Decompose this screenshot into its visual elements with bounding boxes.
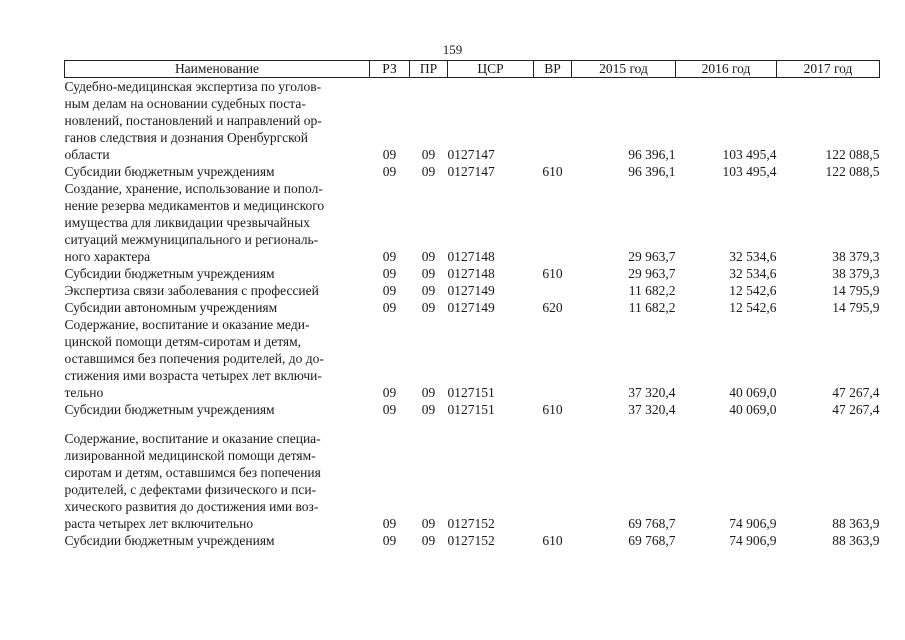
cell-vr: 610	[542, 266, 563, 281]
cell-rz: 09	[382, 164, 397, 179]
name-line: лизированной медицинской помощи детям-	[64, 448, 316, 463]
cell-name	[65, 78, 370, 164]
cell-y2017: 38 379,3	[832, 249, 880, 264]
cell-y2016: 40 069,0	[729, 402, 777, 417]
table-row	[65, 316, 880, 401]
cell-pr: 09	[421, 402, 436, 417]
budget-table	[64, 60, 880, 549]
header-2017: 2017 год	[777, 61, 880, 78]
name-line: сиротам и детям, оставшимся без попечения	[64, 465, 321, 480]
cell-vr: 610	[542, 533, 563, 548]
name-line: области	[64, 147, 110, 162]
cell-vr	[534, 430, 572, 532]
cell-csr: 0127152	[447, 533, 495, 548]
name-line: раста четырех лет включительно	[64, 516, 254, 531]
cell-y2015: 69 768,7	[628, 516, 676, 531]
cell-y2015: 96 396,1	[628, 164, 676, 179]
cell-y2017: 122 088,5	[825, 147, 880, 162]
cell-y2015: 29 963,7	[628, 249, 676, 264]
cell-y2017: 122 088,5	[825, 164, 880, 179]
row-spacer	[65, 418, 880, 430]
cell-pr: 09	[421, 385, 436, 400]
cell-name	[65, 265, 370, 282]
cell-pr: 09	[421, 533, 436, 548]
cell-name	[65, 532, 370, 549]
cell-y2016: 12 542,6	[729, 300, 777, 315]
cell-rz: 09	[382, 533, 397, 548]
table-row	[65, 180, 880, 265]
name-line: ного характера	[64, 249, 151, 264]
cell-y2017: 38 379,3	[832, 266, 880, 281]
cell-pr: 09	[421, 266, 436, 281]
cell-csr: 0127147	[447, 164, 495, 179]
header-vr: ВР	[534, 61, 572, 78]
cell-pr: 09	[421, 164, 436, 179]
spacer-cell	[65, 418, 880, 430]
cell-y2015: 37 320,4	[628, 402, 676, 417]
table-row	[65, 78, 880, 164]
cell-rz: 09	[382, 147, 397, 162]
table-header-row	[65, 61, 880, 78]
header-name: Наименование	[65, 61, 370, 78]
name-line: ганов следствия и дознания Оренбургской	[64, 130, 308, 145]
cell-pr: 09	[421, 300, 436, 315]
cell-name	[65, 299, 370, 316]
cell-y2016: 40 069,0	[729, 385, 777, 400]
cell-rz: 09	[382, 283, 397, 298]
header-csr: ЦСР	[448, 61, 534, 78]
name-line: имущества для ликвидации чрезвычайных	[64, 215, 310, 230]
cell-vr: 610	[542, 402, 563, 417]
name-line: ситуаций межмуниципального и региональ-	[64, 232, 319, 247]
cell-pr: 09	[421, 283, 436, 298]
cell-name	[65, 430, 370, 532]
name-line: Экспертиза связи заболевания с профессией	[64, 283, 319, 298]
cell-vr: 620	[542, 300, 563, 315]
cell-y2016: 103 495,4	[722, 147, 777, 162]
cell-rz: 09	[382, 402, 397, 417]
name-line: тельно	[64, 385, 104, 400]
cell-y2015: 29 963,7	[628, 266, 676, 281]
name-line: стижения ими возраста четырех лет включи-	[64, 368, 322, 383]
name-line: новлений, постановлений и направлений ор-	[64, 113, 322, 128]
table-row	[65, 299, 880, 316]
table-row	[65, 401, 880, 418]
table-row	[65, 532, 880, 549]
cell-name	[65, 163, 370, 180]
cell-y2017: 47 267,4	[832, 385, 880, 400]
cell-name	[65, 282, 370, 299]
cell-rz: 09	[382, 266, 397, 281]
header-pr: ПР	[410, 61, 448, 78]
cell-y2015: 11 682,2	[628, 300, 676, 315]
name-line: хического развития до достижения ими воз-	[64, 499, 319, 514]
cell-csr: 0127149	[447, 283, 495, 298]
cell-y2015: 69 768,7	[628, 533, 676, 548]
cell-y2016: 12 542,6	[729, 283, 777, 298]
cell-name	[65, 401, 370, 418]
header-rz: РЗ	[370, 61, 410, 78]
name-line: родителей, с дефектами физического и пси-	[64, 482, 317, 497]
cell-pr: 09	[421, 516, 436, 531]
table-row	[65, 163, 880, 180]
table-row	[65, 265, 880, 282]
name-line: Судебно-медицинская экспертиза по уголов-	[64, 79, 322, 94]
cell-csr: 0127148	[447, 266, 495, 281]
cell-vr	[534, 180, 572, 265]
table-body	[65, 78, 880, 550]
cell-rz: 09	[382, 385, 397, 400]
cell-y2017: 14 795,9	[832, 283, 880, 298]
cell-y2015: 37 320,4	[628, 385, 676, 400]
cell-y2017: 47 267,4	[832, 402, 880, 417]
cell-csr: 0127149	[447, 300, 495, 315]
cell-vr	[534, 282, 572, 299]
cell-rz: 09	[382, 249, 397, 264]
cell-csr: 0127148	[447, 249, 495, 264]
name-line: Содержание, воспитание и оказание меди-	[64, 317, 310, 332]
table-row	[65, 282, 880, 299]
cell-y2016: 32 534,6	[729, 266, 777, 281]
cell-csr: 0127152	[447, 516, 495, 531]
cell-rz: 09	[382, 300, 397, 315]
header-2015: 2015 год	[572, 61, 676, 78]
name-line: Субсидии бюджетным учреждениям	[64, 533, 275, 548]
table-row	[65, 430, 880, 532]
name-line: Субсидии бюджетным учреждениям	[64, 164, 275, 179]
cell-pr: 09	[421, 147, 436, 162]
cell-vr	[534, 78, 572, 164]
name-line: Субсидии бюджетным учреждениям	[64, 402, 275, 417]
cell-rz: 09	[382, 516, 397, 531]
cell-y2016: 74 906,9	[729, 533, 777, 548]
cell-pr: 09	[421, 249, 436, 264]
cell-csr: 0127147	[447, 147, 495, 162]
cell-y2016: 74 906,9	[729, 516, 777, 531]
cell-name	[65, 180, 370, 265]
name-line: ным делам на основании судебных поста-	[64, 96, 306, 111]
cell-name	[65, 316, 370, 401]
cell-y2017: 88 363,9	[832, 516, 880, 531]
cell-csr: 0127151	[447, 402, 495, 417]
name-line: Создание, хранение, использование и попол-	[64, 181, 323, 196]
cell-vr: 610	[542, 164, 563, 179]
cell-y2015: 96 396,1	[628, 147, 676, 162]
cell-y2016: 32 534,6	[729, 249, 777, 264]
name-line: Субсидии бюджетным учреждениям	[64, 266, 275, 281]
cell-vr	[534, 316, 572, 401]
header-2016: 2016 год	[676, 61, 777, 78]
name-line: оставшимся без попечения родителей, до до-	[64, 351, 324, 366]
cell-y2017: 14 795,9	[832, 300, 880, 315]
cell-csr: 0127151	[447, 385, 495, 400]
name-line: Субсидии автономным учреждениям	[64, 300, 278, 315]
name-line: цинской помощи детям-сиротам и детям,	[64, 334, 302, 349]
name-line: нение резерва медикаментов и медицинского	[64, 198, 325, 213]
cell-y2017: 88 363,9	[832, 533, 880, 548]
name-line: Содержание, воспитание и оказание специа-	[64, 431, 321, 446]
page-number: 159	[442, 42, 463, 57]
cell-y2016: 103 495,4	[722, 164, 777, 179]
cell-y2015: 11 682,2	[628, 283, 676, 298]
